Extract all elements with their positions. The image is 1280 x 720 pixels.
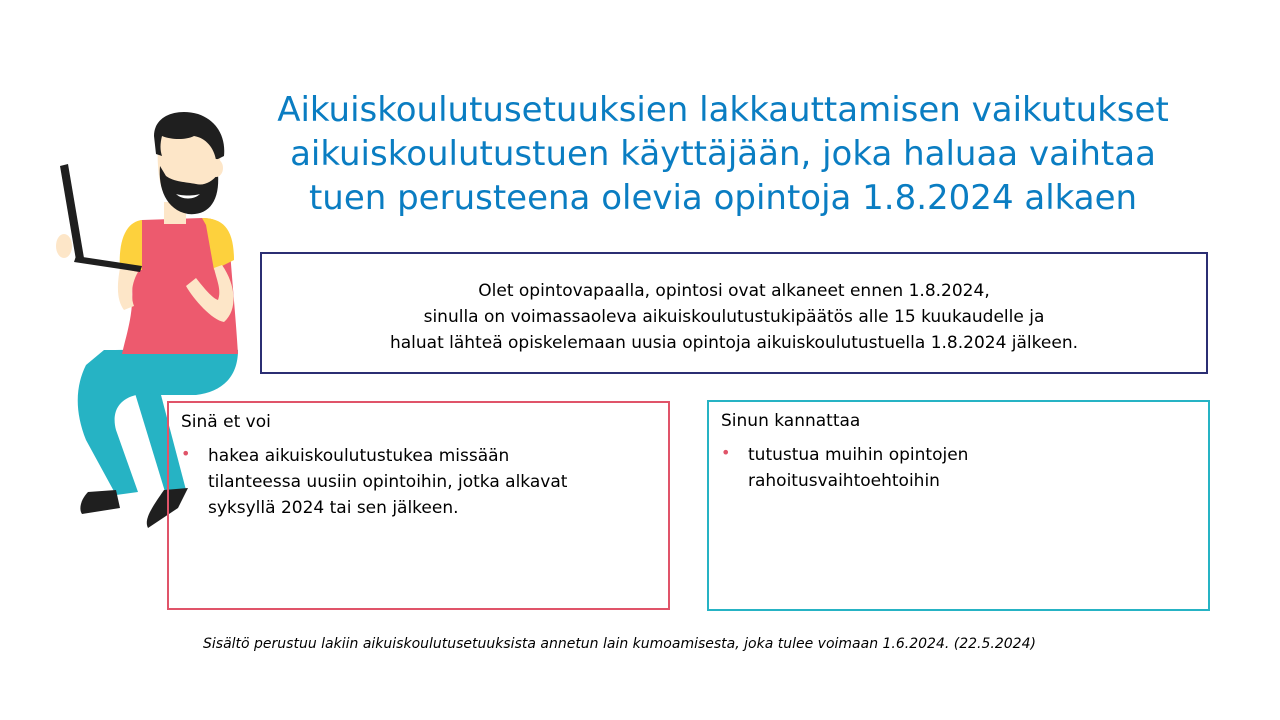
page-title	[240, 88, 1206, 220]
title-line: tuen perusteena olevia opintoja 1.8.2024 alkaen	[308, 178, 1138, 218]
situation-line: haluat lähteä opiskelemaan uusia opintoja aikuiskoulutustuella 1.8.2024 jälkeen.	[389, 333, 1078, 353]
should-bullet-list	[721, 442, 1196, 494]
title-line: Aikuiskoulutusetuuksien lakkauttamisen vaikutukset	[277, 90, 1169, 130]
should-heading: Sinun kannattaa	[721, 411, 861, 431]
bullet-line: syksyllä 2024 tai sen jälkeen.	[208, 498, 459, 518]
footnote: Sisältö perustuu lakiin aikuiskoulutusetuuksista annetun lain kumoamisesta, joka tulee voimaan 1.6.2024. (22.5.2024)	[203, 636, 1036, 652]
bullet-line: tilanteessa uusiin opintoihin, jotka alkavat	[208, 472, 568, 492]
cannot-box	[167, 401, 670, 610]
situation-line: Olet opintovapaalla, opintosi ovat alkaneet ennen 1.8.2024,	[478, 281, 990, 301]
cannot-heading: Sinä et voi	[181, 412, 271, 432]
should-box	[707, 400, 1210, 611]
bullet-dot-icon: •	[721, 443, 731, 462]
ear	[209, 159, 223, 177]
situation-box	[260, 252, 1208, 374]
situation-text	[262, 278, 1206, 356]
bullet-line: tutustua muihin opintojen	[748, 445, 969, 465]
cannot-bullet-list	[181, 443, 656, 521]
title-line: aikuiskoulutustuen käyttäjään, joka haluaa vaihtaa	[290, 134, 1156, 174]
left-sleeve	[120, 220, 142, 270]
bullet-line: rahoitusvaihtoehtoihin	[748, 471, 940, 491]
left-shoe	[80, 490, 120, 514]
bullet-line: hakea aikuiskoulutustukea missään	[208, 446, 510, 466]
situation-line: sinulla on voimassaoleva aikuiskoulutustukipäätös alle 15 kuukaudelle ja	[423, 307, 1045, 327]
list-item	[181, 443, 656, 521]
left-hand	[56, 234, 72, 258]
bullet-dot-icon: •	[181, 444, 191, 463]
list-item	[721, 442, 1196, 494]
